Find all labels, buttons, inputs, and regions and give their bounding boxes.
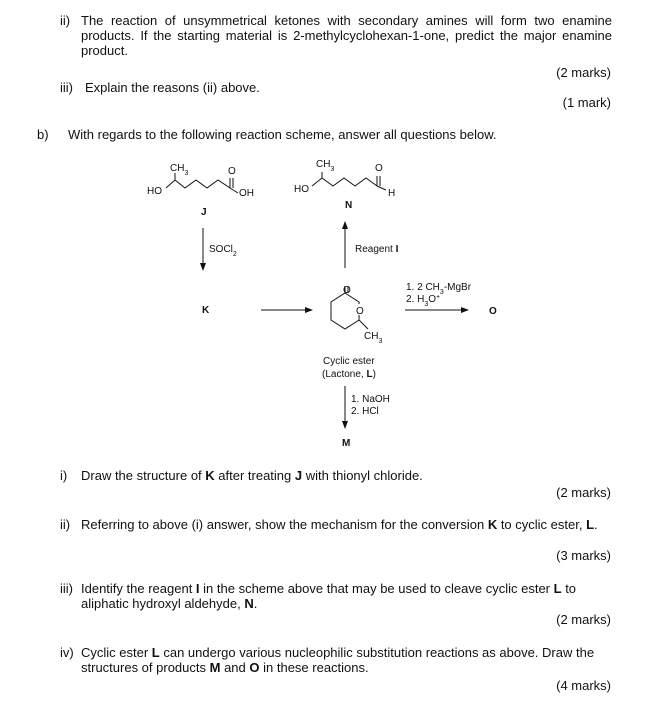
compound-n-label: N [345, 200, 353, 211]
grignard-step-2: 2. $H_3O^+$ [406, 293, 441, 308]
q-a-ii-number: ii) [60, 13, 71, 28]
q-b-iii-number: iii) [60, 581, 73, 596]
j-hydroxyl-label: HO [147, 186, 162, 197]
q-b-iv-number: iv) [60, 645, 74, 660]
j-carbonyl-oxygen: O [228, 166, 236, 177]
compound-m-label: M [342, 438, 351, 449]
lactone-carbonyl-oxygen: O [343, 285, 351, 296]
lactone-name-line2: (Lactone, L) [322, 369, 376, 380]
q-a-ii-marks: (2 marks) [556, 65, 611, 80]
lactone-methyl-label: $CH_3$ [364, 331, 383, 345]
reagent-thionyl-chloride: SOCl$_2$ [209, 244, 237, 258]
q-a-ii-text: The reaction of unsymmetrical ketones with secondary amines will form two enamine products. If the starting material is 2-methylcyclohexan-1-one, predict the major enamine product. [81, 13, 612, 58]
compound-o-label: O [489, 306, 497, 317]
q-b-ii-marks: (3 marks) [556, 548, 611, 563]
q-b-i-text: Draw the structure of K after treating J with thionyl chloride. [81, 468, 423, 483]
q-b-ii-text: Referring to above (i) answer, show the mechanism for the conversion K to cyclic ester, L. [81, 517, 598, 532]
q-a-iii-text: Explain the reasons (ii) above. [85, 80, 260, 95]
q-b-iii-marks: (2 marks) [556, 612, 611, 627]
n-carbonyl-oxygen: O [375, 163, 383, 174]
j-acid-oh-label: OH [239, 188, 254, 199]
q-b-iv-marks: (4 marks) [556, 678, 611, 693]
part-b-intro: With regards to the following reaction scheme, answer all questions below. [68, 127, 497, 142]
compound-k-label: K [202, 305, 210, 316]
q-b-iii-text: Identify the reagent I in the scheme above that may be used to cleave cyclic ester L to aliphatic hydroxyl aldehyde, N. [81, 581, 577, 611]
compound-n-structure [312, 172, 386, 190]
j-methyl-label: $CH_3$ [170, 163, 189, 177]
n-aldehyde-h-label: H [388, 188, 396, 199]
grignard-step-1: 1. 2 $CH_3$-MgBr [406, 282, 472, 296]
q-b-i-number: i) [60, 468, 68, 483]
part-b-label: b) [37, 127, 49, 142]
n-methyl-label: $CH_3$ [316, 159, 335, 173]
naoh-step-1: 1. NaOH [351, 394, 390, 405]
q-b-i-marks: (2 marks) [556, 485, 611, 500]
q-b-ii-number: ii) [60, 517, 71, 532]
compound-j-label: J [201, 207, 207, 218]
n-hydroxyl-label: HO [294, 184, 309, 195]
q-b-iv-text: Cyclic ester L can undergo various nucleophilic substitution reactions as above. Draw the structures of products M and O in these reactions. [81, 645, 595, 675]
lactone-name-line1: Cyclic ester [323, 356, 375, 367]
q-a-iii-marks: (1 mark) [562, 95, 611, 110]
reagent-i-label: Reagent I [355, 244, 399, 255]
lactone-ring-oxygen: O [356, 306, 364, 317]
q-a-iii-number: iii) [60, 80, 73, 95]
naoh-step-2: 2. HCl [351, 406, 379, 417]
